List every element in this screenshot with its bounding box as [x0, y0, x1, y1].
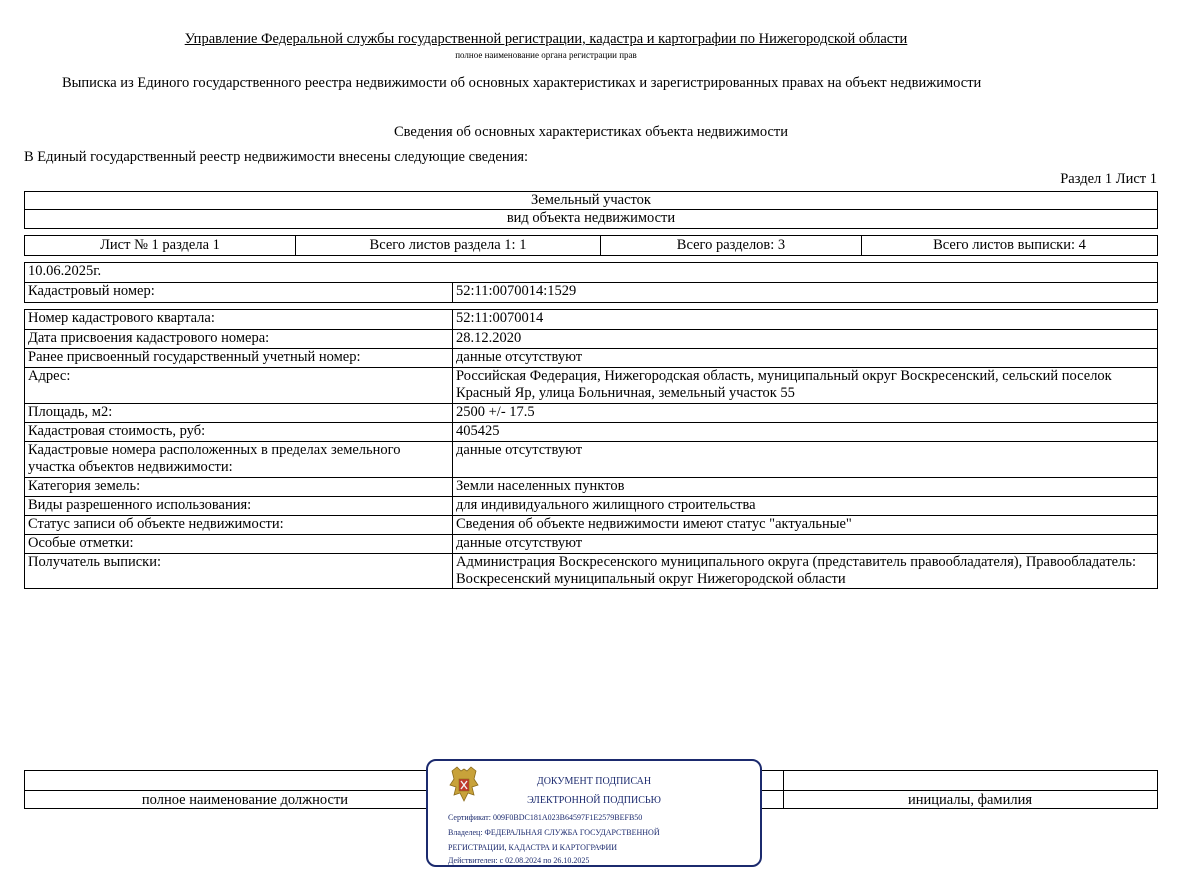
authority-name: [0, 31, 1092, 48]
cadastral-label: Кадастровый номер:: [25, 283, 453, 302]
authority-name-text: Управление Федеральной службы государственной регистрации, кадастра и картографии по Нижегородской области: [184, 31, 908, 47]
row-value: Российская Федерация, Нижегородская область, муниципальный округ Воскресенский, сельский поселок Красный Яр, улица Больничная, земельный участок 55: [456, 368, 1112, 401]
sheet-number: Лист № 1 раздела 1: [25, 236, 296, 255]
intro-text: В Единый государственный реестр недвижимости внесены следующие сведения:: [24, 149, 529, 165]
stamp-line-2: ЭЛЕКТРОННОЙ ПОДПИСЬЮ: [527, 795, 661, 806]
stamp-certificate: Сертификат: 009F0BDC181A023B64597F1E2579BEFB50: [448, 813, 643, 822]
row-label: Номер кадастрового квартала:: [25, 310, 453, 329]
sections-total: Всего разделов: 3: [601, 236, 862, 255]
row-label: Дата присвоения кадастрового номера:: [25, 330, 453, 348]
sheets-total: Всего листов выписки: 4: [933, 237, 1086, 253]
electronic-signature-stamp: [426, 759, 762, 867]
authority-note: полное наименование органа регистрации прав: [455, 50, 637, 60]
stamp-line-1: ДОКУМЕНТ ПОДПИСАН: [536, 776, 652, 787]
table-row: [25, 348, 1157, 367]
row-value: данные отсутствуют: [456, 349, 583, 365]
table-row: [25, 534, 1157, 553]
row-value: 28.12.2020: [456, 330, 522, 346]
stamp-owner-1: Владелец: ФЕДЕРАЛЬНАЯ СЛУЖБА ГОСУДАРСТВЕННОЙ: [448, 828, 660, 837]
object-type-caption: вид объекта недвижимости: [25, 209, 1157, 228]
row-label: Виды разрешенного использования:: [25, 497, 453, 515]
details-table: [24, 309, 1158, 589]
row-value: 2500 +/- 17.5: [456, 404, 535, 420]
extract-date: 10.06.2025г.: [28, 263, 102, 279]
stamp-owner-2: РЕГИСТРАЦИИ, КАДАСТРА И КАРТОГРАФИИ: [448, 843, 618, 852]
cadastral-value: 52:11:0070014:1529: [456, 283, 577, 299]
table-row: [25, 310, 1157, 329]
section-heading: Сведения об основных характеристиках объекта недвижимости: [393, 124, 789, 140]
sheets-in-section: Всего листов раздела 1: 1: [296, 236, 601, 255]
sheet-info-row: [24, 235, 1158, 256]
row-value: 52:11:0070014: [456, 310, 544, 326]
row-value: Земли населенных пунктов: [456, 478, 625, 494]
object-type: Земельный участок: [531, 192, 651, 208]
row-label: Категория земель:: [25, 478, 453, 496]
row-value: Сведения об объекте недвижимости имеют статус "актуальные": [456, 516, 852, 532]
table-row: [25, 477, 1157, 496]
row-value: Администрация Воскресенского муниципального округа (представитель правообладателя), Правообладатель: Воскресенский муниципальный округ Нижегородской области: [456, 554, 1136, 587]
row-label: Адрес:: [25, 368, 453, 403]
cadastral-table: [24, 262, 1158, 303]
object-type-table: [24, 191, 1158, 229]
row-value: данные отсутствуют: [456, 535, 583, 551]
row-label: Площадь, м2:: [25, 404, 453, 422]
row-label: Кадастровые номера расположенных в пределах земельного участка объектов недвижимости:: [25, 442, 453, 477]
row-value: данные отсутствуют: [456, 442, 583, 458]
stamp-validity: Действителен: с 02.08.2024 по 26.10.2025: [448, 856, 590, 865]
table-row: [25, 553, 1157, 588]
row-label: Получатель выписки:: [25, 554, 453, 588]
cadastral-row: [25, 282, 1157, 302]
position-caption: полное наименование должности: [141, 792, 349, 808]
row-label: Статус записи об объекте недвижимости:: [25, 516, 453, 534]
sheet-reference: Раздел 1 Лист 1: [1060, 171, 1157, 187]
table-row: [25, 367, 1157, 403]
table-row: [25, 496, 1157, 515]
table-row: [25, 403, 1157, 422]
extract-title: Выписка из Единого государственного реестра недвижимости об основных характеристиках и зарегистрированных правах на объект недвижимости: [62, 75, 982, 91]
table-row: [25, 441, 1157, 477]
row-value: для индивидуального жилищного строительства: [456, 497, 756, 513]
row-label: Ранее присвоенный государственный учетный номер:: [25, 349, 453, 367]
table-row: [25, 515, 1157, 534]
row-value: 405425: [456, 423, 500, 439]
row-label: Кадастровая стоимость, руб:: [25, 423, 453, 441]
table-row: [25, 422, 1157, 441]
row-label: Особые отметки:: [25, 535, 453, 553]
table-row: [25, 329, 1157, 348]
name-caption: инициалы, фамилия: [907, 792, 1033, 808]
